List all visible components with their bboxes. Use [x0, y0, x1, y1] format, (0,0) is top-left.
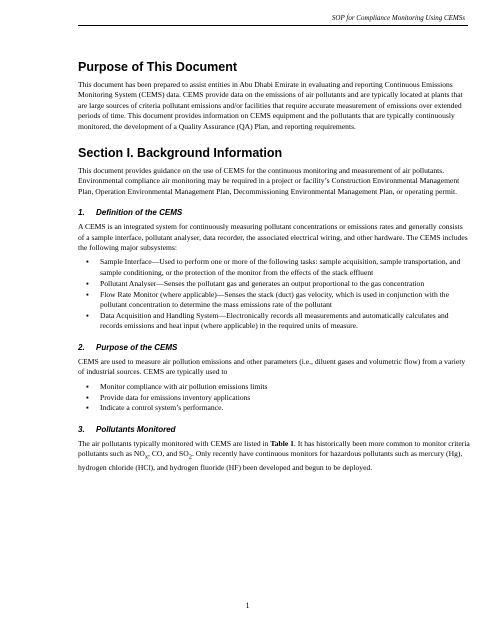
- subsection-3-heading: [78, 424, 470, 435]
- list-item: [78, 403, 470, 413]
- subsection-2-number: 2.: [78, 342, 85, 352]
- list-item-text: Flow Rate Monitor (where applicable)—Senses the stack (duct) gas velocity, which is used in conjunction with the pollutant concentration to determine the mass emissions rate of the pollutant: [100, 289, 449, 310]
- bullet-icon: ▪: [86, 392, 89, 402]
- list-item-text: Pollutant Analyser—Senses the pollutant gas and generates an output proportional to the gas concentration: [100, 278, 425, 288]
- list-item-text: Sample Interface—Used to perform one or more of the following tasks: sample acquisition, sample transportation, and sample conditioning, or the protection of the monitor from the effects of the stack effluent: [100, 257, 461, 277]
- list-item-text: Indicate a control system’s performance.: [100, 403, 224, 413]
- cems-uses-list: [78, 382, 470, 414]
- subscript: x: [144, 453, 149, 461]
- cems-subsystems-list: [78, 257, 470, 331]
- list-item: [78, 290, 470, 311]
- text-run: . It has historically been more common to monitor criteria pollutants such as NO: [78, 438, 470, 459]
- page-number: 1: [245, 601, 250, 610]
- list-item-text: Monitor compliance with air pollution emissions limits: [100, 381, 268, 391]
- text-run: The air pollutants typically monitored with CEMS are listed in: [78, 438, 271, 448]
- bullet-icon: ▪: [86, 381, 89, 391]
- list-item: [78, 311, 470, 332]
- purpose-heading: Purpose of This Document: [78, 60, 238, 74]
- subsection-1-number: 1.: [78, 208, 85, 218]
- list-item: [78, 382, 470, 392]
- subsection-2-paragraph: CEMS are used to measure air pollution emissions and other parameters (i.e., diluent gases and volumetric flow) from a variety of industrial sources. CEMS are typically used to: [78, 356, 466, 377]
- running-header: SOP for Compliance Monitoring Using CEMSs: [331, 14, 465, 22]
- subsection-3-title: Pollutants Monitored: [96, 424, 176, 434]
- purpose-paragraph: This document has been prepared to assist entities in Abu Dhabi Emirate in evaluating and reporting Continuous Emissions Monitoring System (CEMS) data. CEMS provide data on the emissions of air pollutants and are typically located at plants that are large sources of criteria pollutant emissions and/or facilities that require accurate measurement of emissions over extended periods of time. This document provides information on CEMS equipment and the pollutants that are typically continuously monitored, the development of a Quality Assurance (QA) Plan, and reporting requirements.: [78, 80, 463, 131]
- section-1-heading: Section I. Background Information: [78, 146, 283, 161]
- list-item: [78, 279, 470, 289]
- table-reference: Table 1: [270, 438, 294, 448]
- bullet-icon: ▪: [86, 289, 89, 299]
- list-item-text: Provide data for emissions inventory applications: [100, 392, 251, 402]
- bullet-icon: ▪: [86, 257, 89, 267]
- subsection-3-number: 3.: [78, 424, 85, 434]
- list-item: [78, 393, 470, 403]
- text-run: . Only recently have continuous monitors for hazardous pollutants such as mercury (Hg), hydrogen chloride (HCl), and hydrogen fluoride (HF) been developed and begun to be deployed.: [78, 449, 463, 473]
- page-content: [78, 60, 470, 478]
- header-rule: [78, 25, 468, 26]
- bullet-icon: ▪: [86, 403, 89, 413]
- subsection-2-heading: [78, 342, 470, 353]
- subsection-1-heading: [78, 207, 470, 218]
- subsection-1-title: Definition of the CEMS: [96, 208, 183, 218]
- text-run: , CO, and SO: [148, 449, 189, 459]
- subsection-1-paragraph: A CEMS is an integrated system for continuously measuring pollutant concentrations or emissions rates and generally consists of a sample interface, pollutant analyser, data recorder, the associated electrical wiring, and other hardware. The CEMS includes the following major subsystems:: [78, 222, 468, 253]
- bullet-icon: ▪: [86, 311, 89, 320]
- list-item: [78, 257, 470, 278]
- section-1-paragraph: This document provides guidance on the use of CEMS for the continuous monitoring and measurement of air pollutants. Environmental compliance air monitoring may be required in a project or facility’s Construction Environmental Management Plan, Operation Environmental Management Plan, Decommissioning Environmental Management Plan, or operating permit.: [78, 166, 460, 196]
- subsection-3-paragraph: [78, 439, 470, 474]
- list-item-text: Data Acquisition and Handling System—Electronically records all measurements and automatically calculates and records emissions and heat input (where applicable) in the required units of measure.: [100, 311, 449, 331]
- subscript: 2: [188, 453, 192, 461]
- bullet-icon: ▪: [86, 278, 89, 288]
- subsection-2-title: Purpose of the CEMS: [96, 342, 178, 352]
